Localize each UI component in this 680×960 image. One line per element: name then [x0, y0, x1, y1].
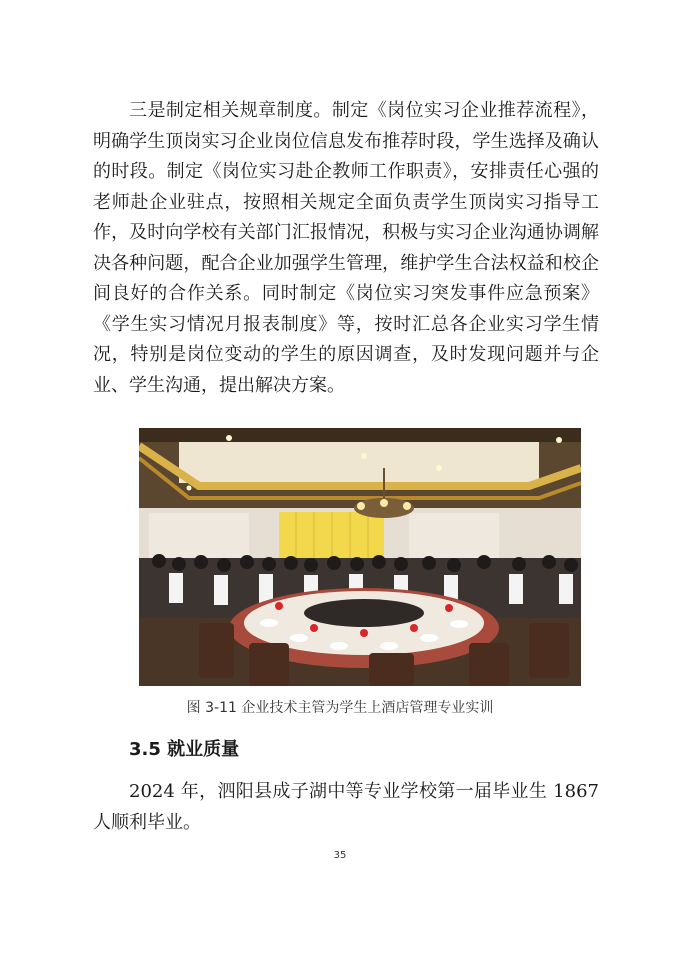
training-photo — [139, 428, 581, 686]
paragraph-graduates: 2024 年，泗阳县成子湖中等专业学校第一届毕业生 1867 人顺利毕业。 — [93, 781, 599, 833]
paragraph-regulations: 三是制定相关规章制度。制定《岗位实习企业推荐流程》，明确学生顶岗实习企业岗位信息发布推荐时段，学生选择及确认的时段。制定《岗位实习赴企教师工作职责》，安排责任心强的老师赴企业驻点，按照相关规定全面负责学生顶岗实习指导工作，及时向学校有关部门汇报情况，积极与实习企业沟通协调解决各种问题，配合企业加强学生管理，维护学生合法权益和校企间良好的合作关系。同时制定《岗位实习突发事件应急预案》《学生实习情况月报表制度》等，按时汇总各企业实习学生情况，特别是岗位变动的学生的原因调查，及时发现问题并与企业、学生沟通，提出解决方案。 — [93, 100, 599, 396]
figure-caption: 图 3-11 企业技术主管为学生上酒店管理专业实训 — [186, 700, 494, 716]
page-number: 35 — [333, 850, 347, 861]
section-heading-employment-quality: 3.5 就业质量 — [129, 739, 240, 760]
